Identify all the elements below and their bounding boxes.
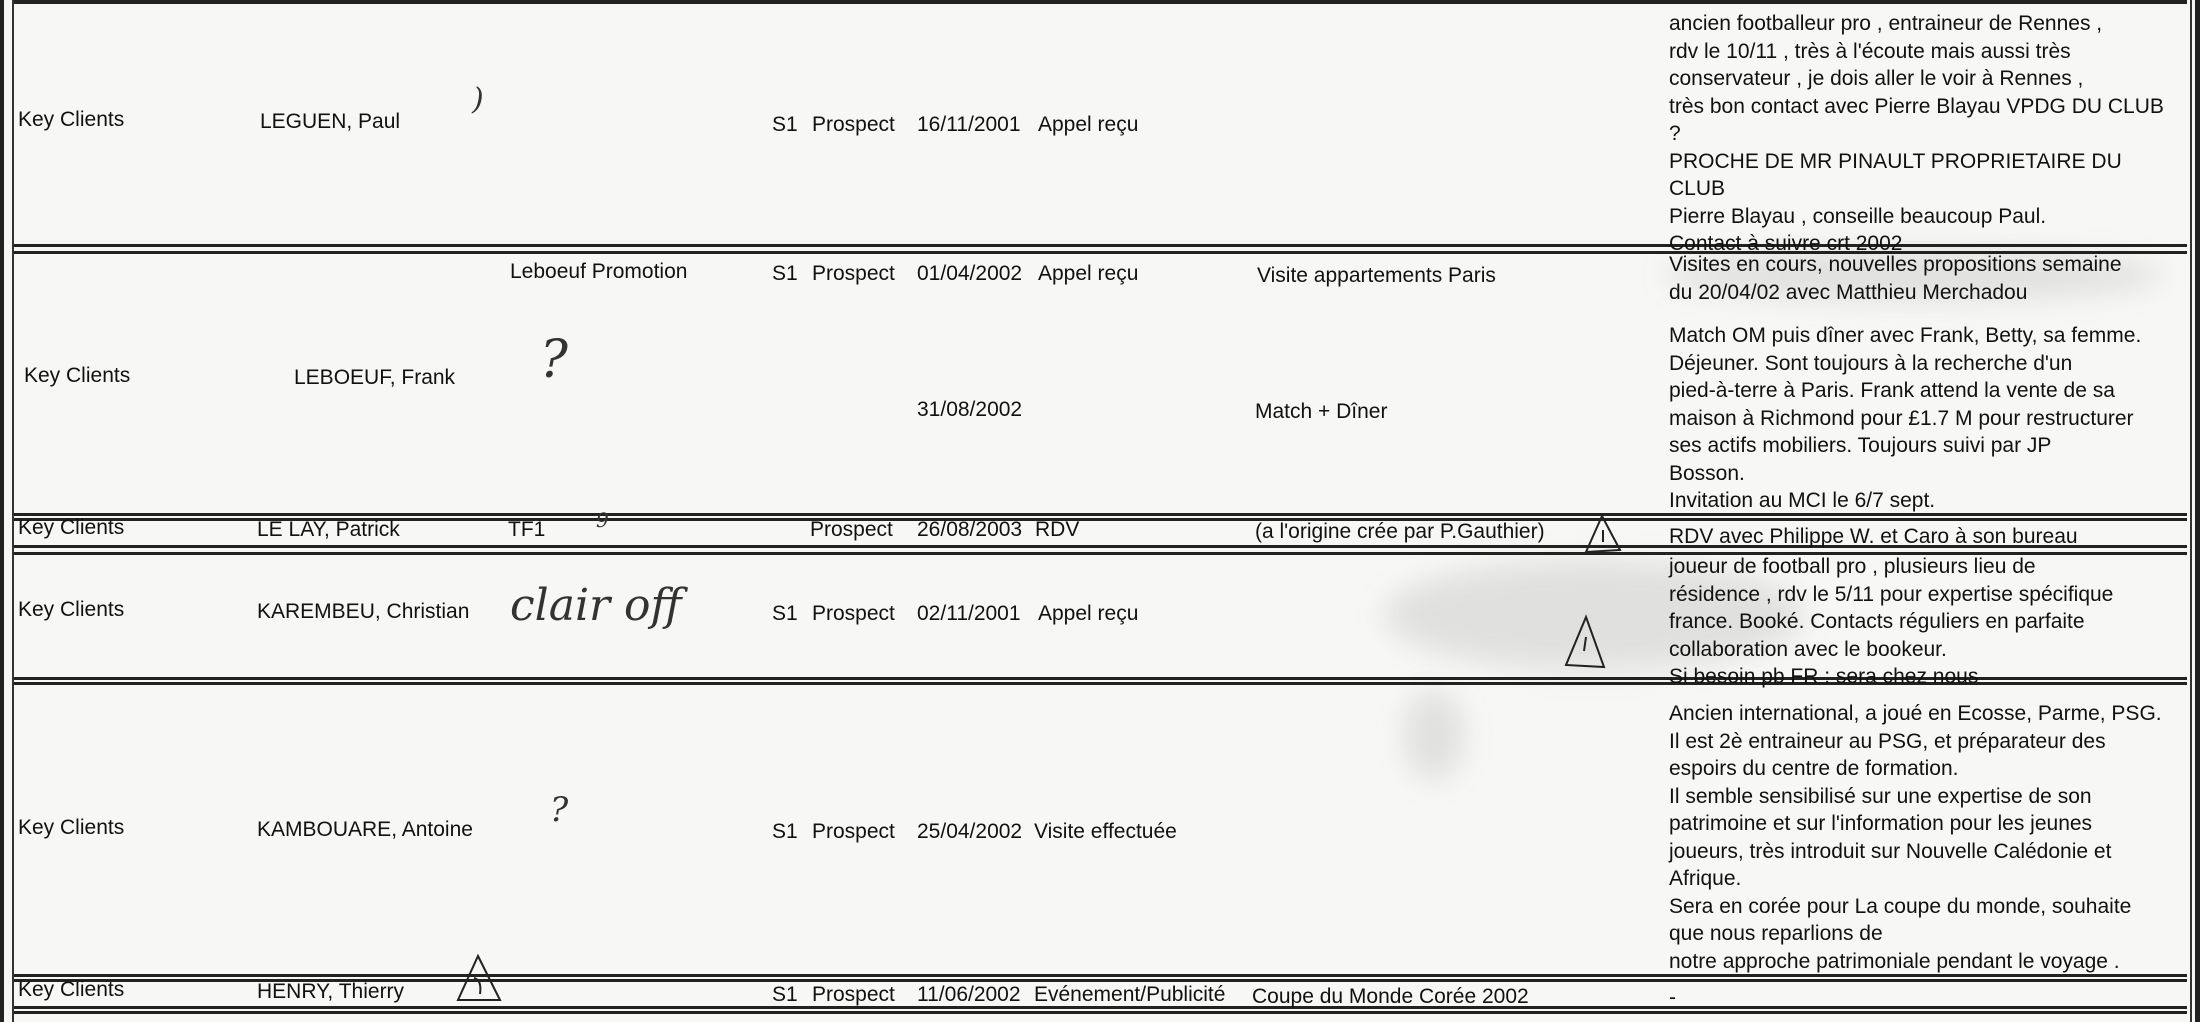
notes-cell: Ancien international, a joué en Ecosse, Parme, PSG. Il est 2è entraineur au PSG, et préparateur des espoirs du centre de formation. Il semble sensibilisé sur une expertise de son patrimoine et sur l'information pour les jeunes joueurs, très introduit sur Nouvelle Calédonie et Afrique. Sera en corée pour La coupe du monde, souhaite que nous reparlions de notre approche patrimoniale pendant le voyage . bbox=[1669, 702, 2162, 973]
subject-cell: (a l'origine crée par P.Gauthier) bbox=[1255, 520, 1545, 543]
date-cell: 25/04/2002 bbox=[917, 820, 1023, 843]
name-cell: LEGUEN, Paul bbox=[260, 110, 401, 133]
action-cell: RDV bbox=[1035, 518, 1080, 541]
action-cell: Appel reçu bbox=[1038, 602, 1139, 625]
warning-triangle-icon bbox=[1564, 615, 1608, 671]
subject-cell: Match + Dîner bbox=[1255, 400, 1388, 423]
status-cell: Prospect bbox=[812, 820, 895, 843]
category-cell: Key Clients bbox=[18, 816, 125, 839]
notes-cell: - bbox=[1669, 986, 1676, 1009]
name-cell: HENRY, Thierry bbox=[257, 980, 405, 1003]
company-cell: TF1 bbox=[508, 518, 546, 541]
name-cell: LE LAY, Patrick bbox=[257, 518, 400, 541]
action-cell: Evénement/Publicité bbox=[1034, 983, 1226, 1006]
category-cell: Key Clients bbox=[18, 978, 125, 1001]
status-cell: Prospect bbox=[812, 602, 895, 625]
handwritten-mark: 9 bbox=[596, 508, 609, 532]
status-cell: Prospect bbox=[812, 262, 895, 285]
company-cell: Leboeuf Promotion bbox=[510, 260, 688, 283]
status-cell: Prospect bbox=[812, 113, 895, 136]
segment-cell: S1 bbox=[772, 113, 798, 136]
date-cell: 11/06/2002 bbox=[917, 983, 1021, 1006]
segment-cell: S1 bbox=[772, 820, 798, 843]
warning-triangle-icon bbox=[456, 954, 502, 1002]
status-cell: Prospect bbox=[810, 518, 893, 541]
left-border-inner bbox=[12, 0, 14, 1022]
segment-cell: S1 bbox=[772, 983, 798, 1006]
segment-cell: S1 bbox=[772, 262, 798, 285]
action-cell: Visite effectuée bbox=[1034, 820, 1177, 843]
notes-cell: Match OM puis dîner avec Frank, Betty, sa femme. Déjeuner. Sont toujours à la recherche d'un pied-à-terre à Paris. Frank attend la vente de sa maison à Richmond pour £1.7 M pour restructurer ses actifs mobiliers. Toujours suivi par JP Bosson. Invitation au MCI le 6/7 sept. bbox=[1669, 324, 2142, 512]
row-divider bbox=[14, 0, 2187, 4]
category-cell: Key Clients bbox=[18, 598, 125, 621]
warning-triangle-icon bbox=[1584, 514, 1624, 554]
notes-cell: ancien footballeur pro , entraineur de Rennes , rdv le 10/11 , très à l'écoute mais aussi très conservateur , je dois aller le voir à Rennes , très bon contact avec Pierre Blayau VPDG DU CLUB ? PROCHE DE MR PINAULT PROPRIETAIRE DU CLUB Pierre Blayau , conseille beaucoup Paul. Contact à suivre crt 2002 bbox=[1669, 12, 2164, 255]
segment-cell: S1 bbox=[772, 602, 798, 625]
handwritten-mark: ? bbox=[550, 790, 569, 830]
action-cell: Appel reçu bbox=[1038, 113, 1139, 136]
handwritten-mark: ) bbox=[472, 82, 484, 117]
status-cell: Prospect bbox=[812, 983, 895, 1006]
notes-cell: Visites en cours, nouvelles propositions semaine du 20/04/02 avec Matthieu Merchadou bbox=[1669, 253, 2122, 304]
date-cell: 26/08/2003 bbox=[917, 518, 1023, 541]
name-cell: KAMBOUARE, Antoine bbox=[257, 818, 473, 841]
date-cell: 16/11/2001 bbox=[917, 113, 1021, 136]
date-cell: 31/08/2002 bbox=[917, 398, 1023, 421]
notes-cell: joueur de football pro , plusieurs lieu de résidence , rdv le 5/11 pour expertise spécifique france. Booké. Contacts réguliers en parfaite collaboration avec le bookeur. Si besoin pb FR : sera chez nous bbox=[1669, 555, 2114, 688]
handwritten-mark: clair off bbox=[510, 580, 682, 631]
date-cell: 02/11/2001 bbox=[917, 602, 1021, 625]
action-cell: Appel reçu bbox=[1038, 262, 1139, 285]
category-cell: Key Clients bbox=[18, 516, 125, 539]
category-cell: Key Clients bbox=[24, 364, 131, 387]
name-cell: KAREMBEU, Christian bbox=[257, 600, 470, 623]
subject-cell: Coupe du Monde Corée 2002 bbox=[1252, 985, 1529, 1008]
date-cell: 01/04/2002 bbox=[917, 262, 1023, 285]
category-cell: Key Clients bbox=[18, 108, 125, 131]
handwritten-mark: ? bbox=[540, 330, 568, 390]
name-cell: LEBOEUF, Frank bbox=[294, 366, 456, 389]
notes-cell: RDV avec Philippe W. et Caro à son bureau bbox=[1669, 525, 2078, 548]
subject-cell: Visite appartements Paris bbox=[1257, 264, 1496, 287]
scan-smudge bbox=[1404, 690, 1464, 780]
